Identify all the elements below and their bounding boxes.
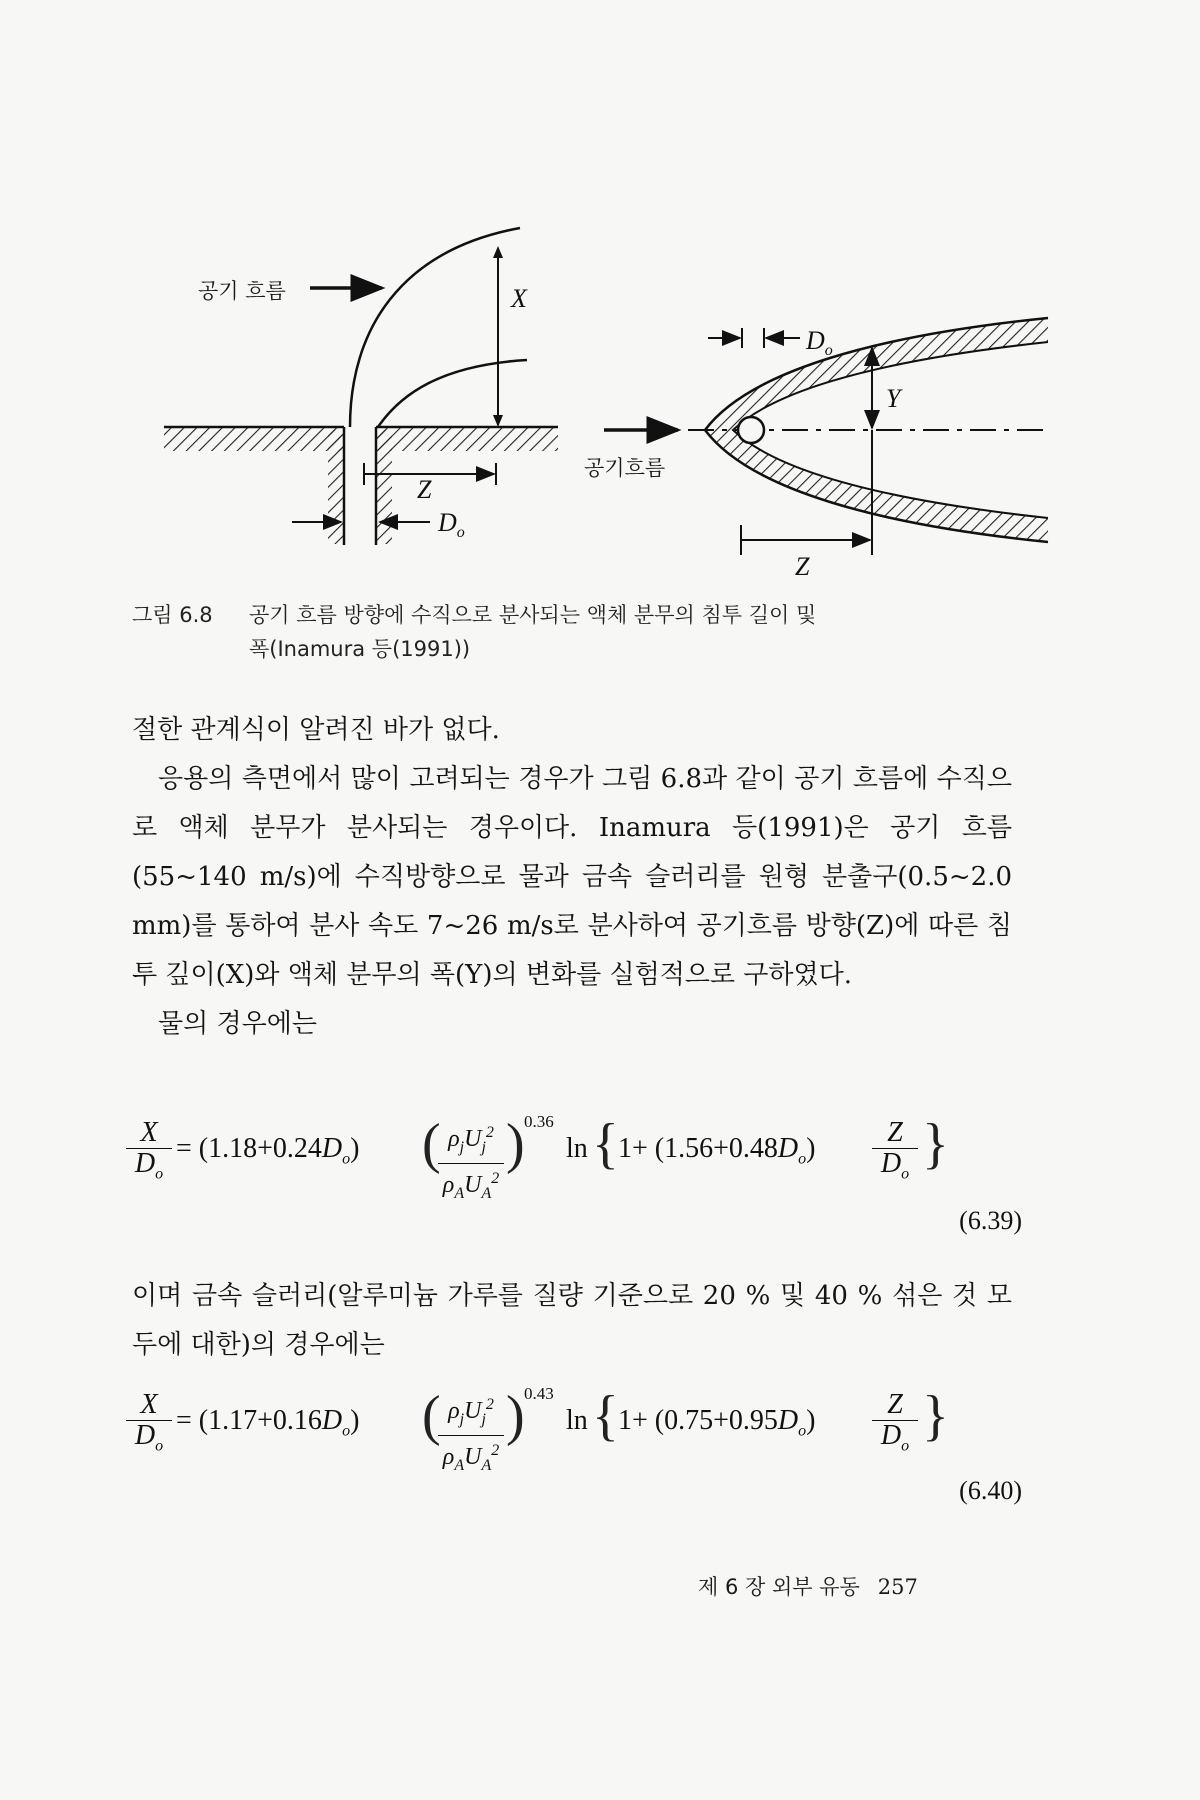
wall-hatch-right xyxy=(376,427,558,451)
body-text-2 xyxy=(132,1272,1012,1370)
y-label: Y xyxy=(886,384,901,413)
wall-hatch-left xyxy=(164,427,344,451)
equation-6-40: $\frac{X}{D_o}$ = $(1.17+0.16D_o)$ ( $\rho_jU_j^2$ $\rho_AU_A^2$ ) 0.43 ln { $1+ (0.75+0.95D_o)$ $\frac{Z}{D_o}$ } xyxy=(126,1390,1026,1460)
paragraph-2: 응용의 측면에서 많이 고려되는 경우가 그림 6.8과 같이 공기 흐름에 수직으로 액체 분무가 분사되는 경우이다. Inamura 등(1991)은 공기 흐름(55~140 m/s)에 수직방향으로 물과 금속 슬러리를 원형 분출구(0.5~2.0 mm)를 통하여 분사 속도 7~26 m/s로 분사하여 공기흐름 방향(Z)에 따른 침투 깊이(X)와 액체 분무의 폭(Y)의 변화를 실험적으로 구하였다. xyxy=(132,764,1012,990)
paragraph-1: 절한 관계식이 알려진 바가 없다. xyxy=(132,715,500,745)
paragraph-4: 이며 금속 슬러리(알루미늄 가루를 질량 기준으로 20 % 및 40 % 섞은 것 모두에 대한)의 경우에는 xyxy=(132,1281,1012,1360)
caption-line1: 공기 흐름 방향에 수직으로 분사되는 액체 분무의 침투 길이 및 xyxy=(249,603,817,627)
eq2-density-ratio: $\rho_jU_j^2$ $\rho_AU_A^2$ xyxy=(438,1390,504,1481)
airflow-label-left: 공기 흐름 xyxy=(198,279,286,303)
eq2-coefficient: = $(1.17+0.16D_o)$ xyxy=(176,1405,360,1440)
equation-number-6-39: (6.39) xyxy=(959,1206,1022,1235)
eq1-coefficient: = $(1.18+0.24D_o)$ xyxy=(176,1133,360,1168)
chapter-title: 제 6 장 외부 유동 xyxy=(698,1575,860,1599)
figure-caption xyxy=(132,598,816,666)
z-label-right: Z xyxy=(795,552,810,581)
eq1-exponent: 0.36 xyxy=(524,1112,554,1131)
eq2-log-term: $1+ (0.75+0.95D_o)$ xyxy=(618,1405,816,1440)
equation-6-39: $\frac{X}{D_o}$ = $(1.18+0.24D_o)$ ( $\rho_jU_j^2$ $\rho_AU_A^2$ ) 0.36 ln { $1+ (1.56+0.48D_o)$ $\frac{Z}{D_o}$ } xyxy=(126,1118,1026,1188)
spray-inner-boundary xyxy=(378,360,527,427)
caption-line2: 폭(Inamura 등(1991)) xyxy=(249,637,471,661)
x-arrow-top xyxy=(493,246,503,258)
equation-number-6-40: (6.40) xyxy=(959,1476,1022,1505)
paragraph-3: 물의 경우에는 xyxy=(158,1009,317,1039)
body-text xyxy=(132,706,1012,1049)
d-label-left: $D_o$ xyxy=(438,508,465,542)
page-number: 257 xyxy=(877,1575,918,1599)
eq1-log-term: $1+ (1.56+0.48D_o)$ xyxy=(618,1133,816,1168)
eq1-density-ratio: $\rho_jU_j^2$ $\rho_AU_A^2$ xyxy=(438,1118,504,1209)
eq2-lhs-fraction: $\frac{X}{D_o}$ xyxy=(126,1390,172,1462)
eq2-exponent: 0.43 xyxy=(524,1384,554,1403)
eq2-z-fraction: $\frac{Z}{D_o}$ xyxy=(872,1390,918,1462)
eq1-z-fraction: $\frac{Z}{D_o}$ xyxy=(872,1118,918,1190)
page-footer xyxy=(698,1571,918,1601)
figure-6-8 xyxy=(0,0,1200,600)
nozzle-wall-left xyxy=(328,430,344,544)
z-label-left: Z xyxy=(417,475,432,504)
caption-number: 그림 6.8 xyxy=(132,603,213,627)
eq1-lhs-fraction: $\frac{X}{D_o}$ xyxy=(126,1118,172,1190)
nozzle-circle xyxy=(738,417,764,443)
x-label: X xyxy=(511,284,527,313)
airflow-label-right: 공기흐름 xyxy=(584,456,666,480)
d-label-right: $D_o$ xyxy=(806,326,833,360)
nozzle-wall-right xyxy=(376,430,392,544)
x-arrow-bottom xyxy=(493,415,503,427)
